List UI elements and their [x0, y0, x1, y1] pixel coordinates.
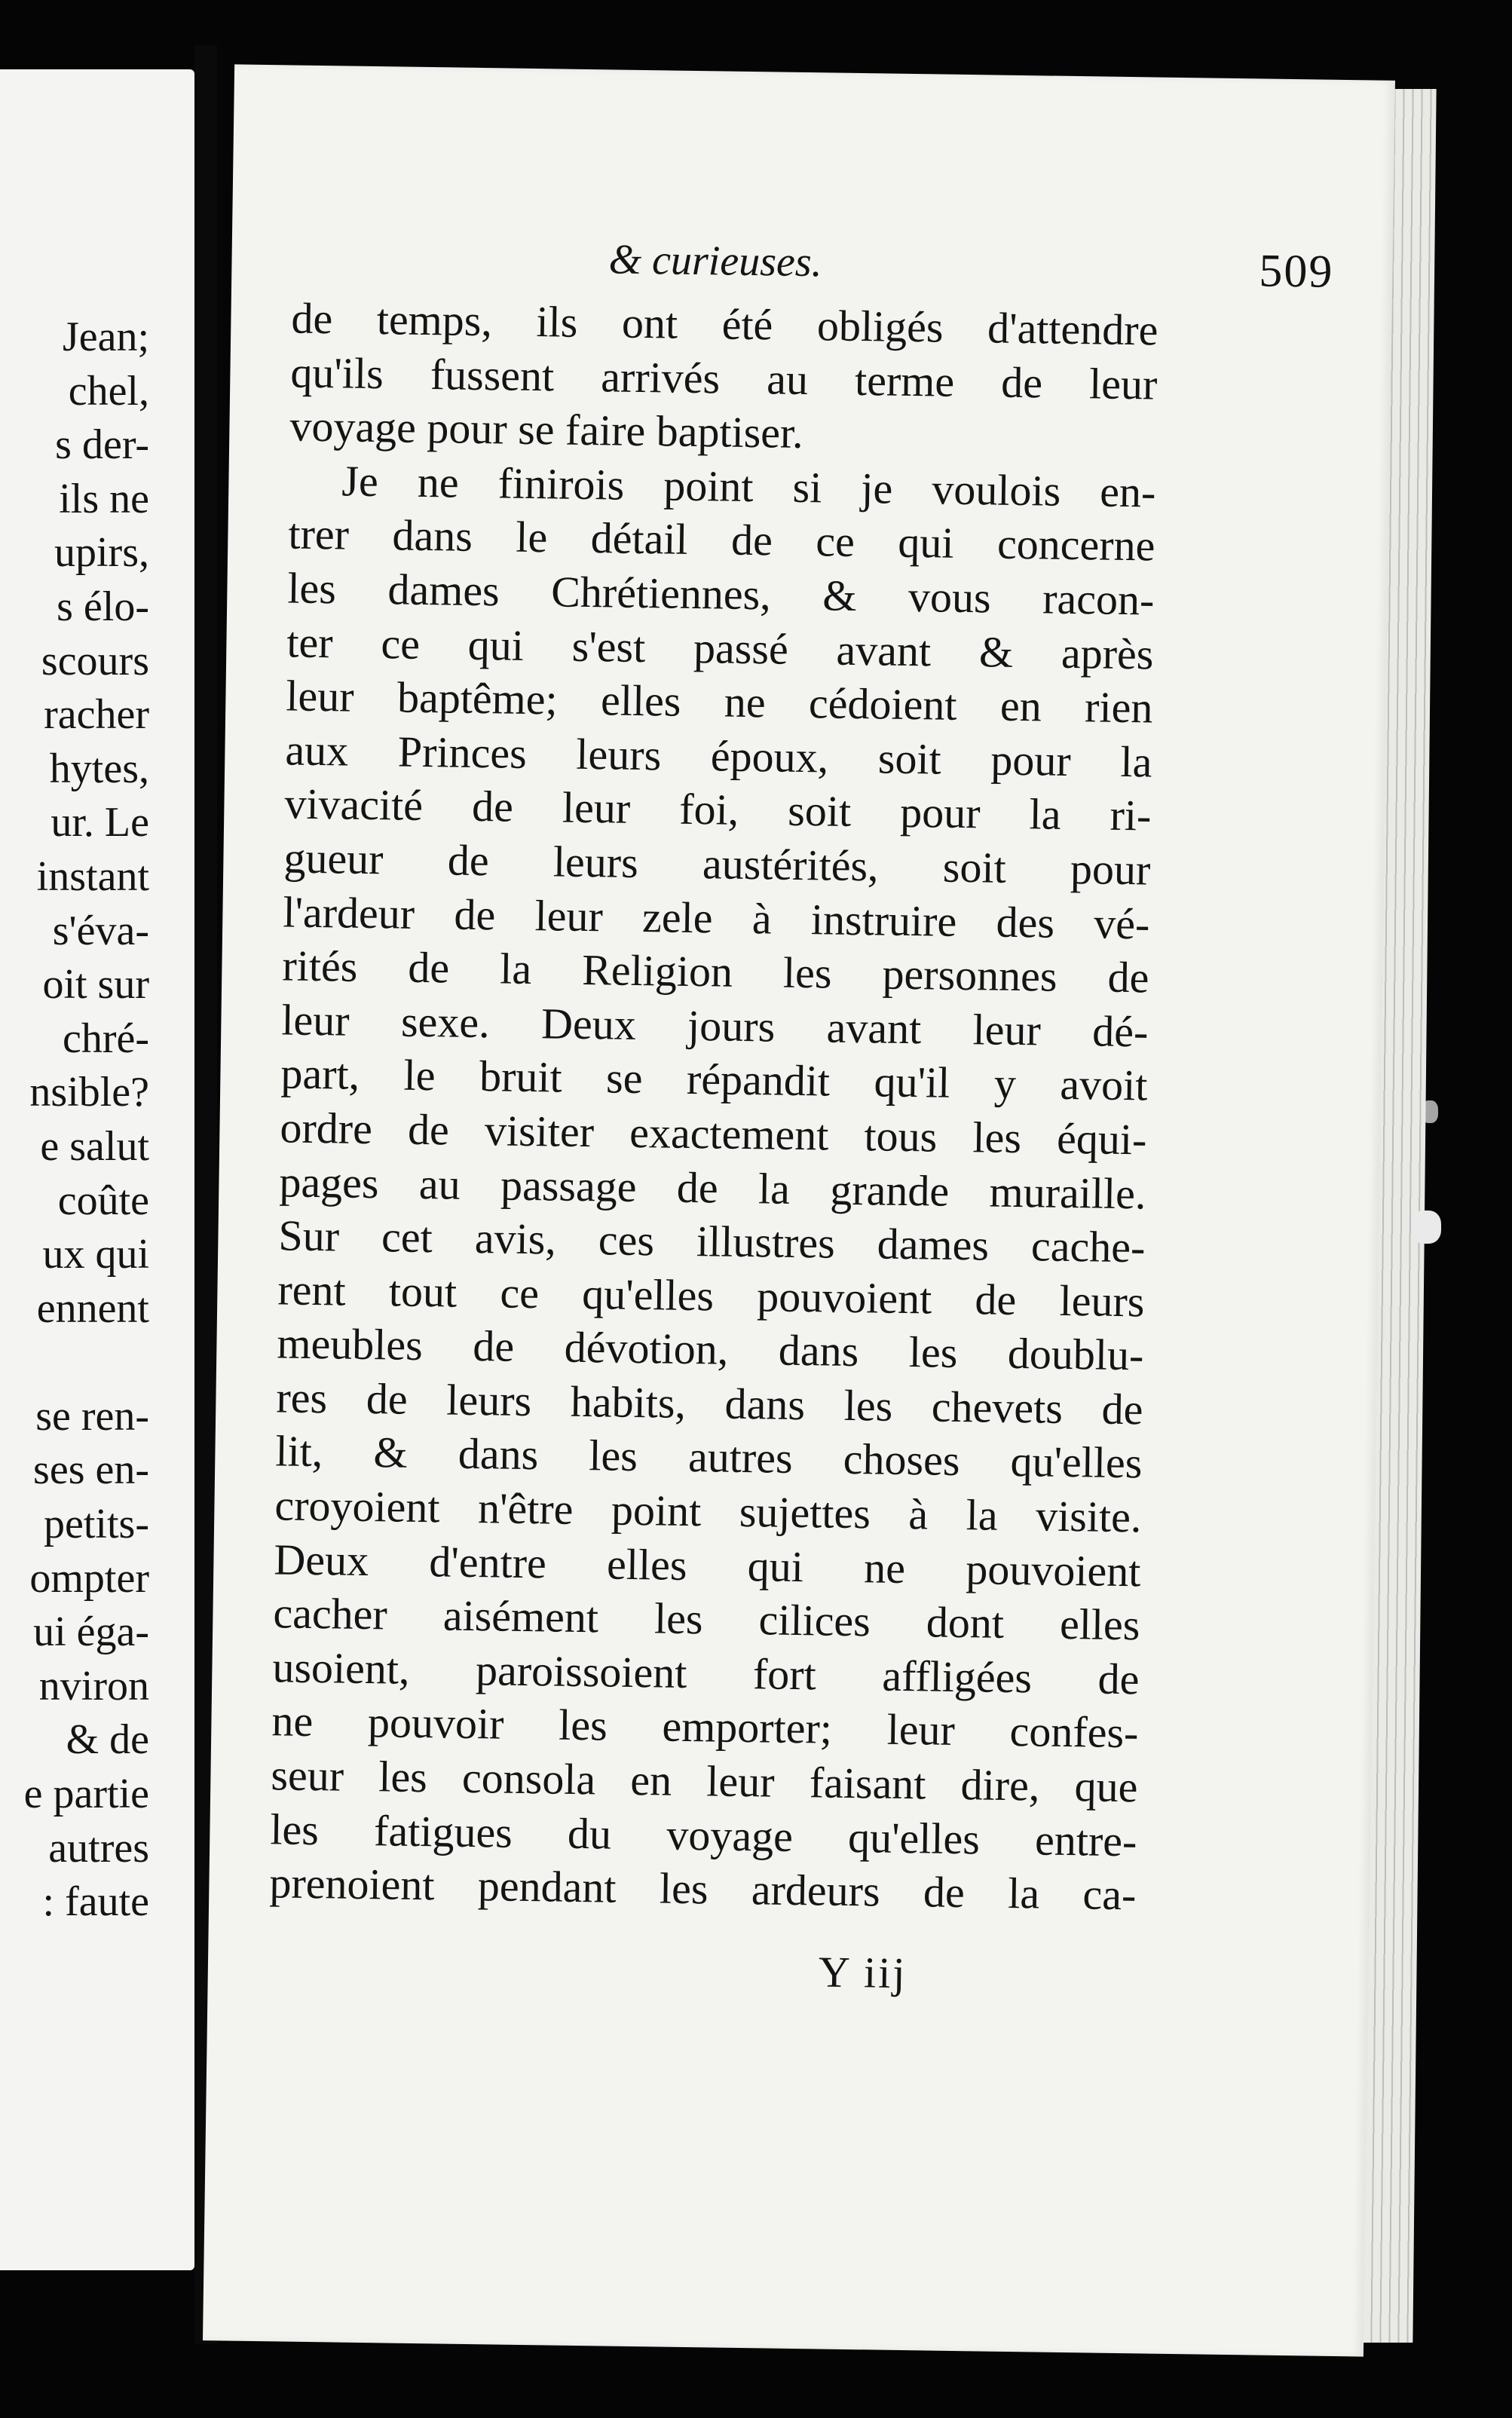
text-line: lit, & dans les autres choses qu'elles — [275, 1426, 1143, 1488]
text-line: s'éva- — [52, 907, 149, 954]
text-line: instant — [36, 852, 149, 900]
text-line: part, le bruit se répandit qu'il y avoit — [280, 1048, 1148, 1110]
text-line: Sur cet avis, ces illustres dames cache- — [278, 1211, 1146, 1272]
text-line: oit sur — [42, 961, 149, 1009]
text-line: vivacité de leur foi, soit pour la ri- — [284, 779, 1152, 840]
text-line: petits- — [44, 1501, 149, 1548]
text-line: Je ne finirois point si je voulois en- — [341, 456, 1156, 517]
text-line: Deux d'entre elles qui ne pouvoient — [274, 1534, 1141, 1596]
running-head — [608, 235, 1363, 306]
text-line: chré- — [62, 1015, 149, 1062]
text-line: ter ce qui s'est passé avant & après — [286, 617, 1154, 679]
text-line: prenoient pendant les ardeurs de la ca- — [269, 1858, 1137, 1920]
text-line: nviron — [38, 1662, 149, 1709]
text-line: rités de la Religion les personnes de — [282, 941, 1149, 1002]
text-line: ordre de visiter exactement tous les équi- — [280, 1103, 1147, 1165]
text-line: les fatigues du voyage qu'elles entre- — [270, 1804, 1137, 1866]
page-number: 509 — [1258, 245, 1334, 298]
text-line: nsible? — [29, 1069, 149, 1116]
signature-mark: Y iij — [818, 1947, 908, 1998]
text-line: ennent — [36, 1284, 149, 1332]
text-line: meubles de dévotion, dans les doublu- — [277, 1318, 1144, 1380]
text-line: trer dans le détail de ce qui concerne — [288, 509, 1155, 571]
text-line: e partie — [23, 1771, 149, 1818]
book-page — [203, 64, 1395, 2356]
text-line: Jean; — [62, 314, 149, 360]
text-line: s der- — [55, 421, 149, 469]
previous-page — [0, 69, 194, 2270]
text-line: qu'ils fussent arrivés au terme de leur — [290, 347, 1158, 409]
text-line: voyage pour se faire baptiser. — [289, 401, 804, 458]
text-line: de temps, ils ont été obligés d'attendre — [291, 293, 1158, 355]
text-line: rent tout ce qu'elles pouvoient de leurs — [277, 1265, 1145, 1327]
text-line: leur baptême; elles ne cédoient en rien — [286, 671, 1153, 733]
text-line: se ren- — [35, 1392, 149, 1440]
text-line: ne pouvoir les emporter; leur confes- — [271, 1696, 1139, 1758]
text-line: upirs, — [54, 529, 149, 577]
text-line: les dames Chrétiennes, & vous racon- — [287, 563, 1155, 625]
previous-page-text — [24, 311, 149, 1930]
text-line: hytes, — [49, 745, 149, 792]
text-line: gueur de leurs austérités, soit pour — [283, 833, 1151, 895]
text-line: ompter — [29, 1554, 149, 1602]
text-line: : faute — [42, 1878, 149, 1926]
text-line: pages au passage de la grande muraille. — [279, 1156, 1146, 1218]
text-line: ui éga- — [33, 1608, 149, 1656]
text-line: res de leurs habits, dans les chevets de — [276, 1373, 1143, 1434]
text-line: ux qui — [42, 1231, 149, 1278]
text-line: chel, — [68, 367, 149, 415]
text-line: e salut — [40, 1122, 149, 1170]
blank-line — [24, 1336, 149, 1390]
text-line: seur les consola en leur faisant dire, que — [271, 1750, 1138, 1812]
text-line: racher — [44, 691, 149, 739]
text-line: l'ardeur de leur zele à instruire des vé- — [283, 886, 1150, 948]
text-line: ses en- — [33, 1446, 149, 1494]
text-line: & de — [66, 1716, 149, 1764]
running-title: & curieuses. — [608, 236, 823, 286]
text-line: ur. Le — [51, 799, 149, 846]
text-line: aux Princes leurs époux, soit pour la — [285, 725, 1152, 787]
text-line: croyoient n'être point sujettes à la visite. — [274, 1480, 1142, 1542]
text-line: scours — [41, 637, 149, 684]
text-line: coûte — [57, 1177, 149, 1224]
text-line: usoient, paroissoient fort affligées de — [272, 1642, 1140, 1704]
page-body-text — [269, 291, 1158, 1922]
dust-speck — [1411, 1211, 1441, 1244]
text-line: s élo- — [57, 583, 149, 630]
text-line: cacher aisément les cilices dont elles — [273, 1588, 1140, 1650]
text-line: ils ne — [59, 475, 149, 522]
text-line: leur sexe. Deux jours avant leur dé- — [281, 995, 1149, 1057]
text-line: autres — [48, 1824, 149, 1872]
dust-speck — [1422, 1100, 1438, 1123]
